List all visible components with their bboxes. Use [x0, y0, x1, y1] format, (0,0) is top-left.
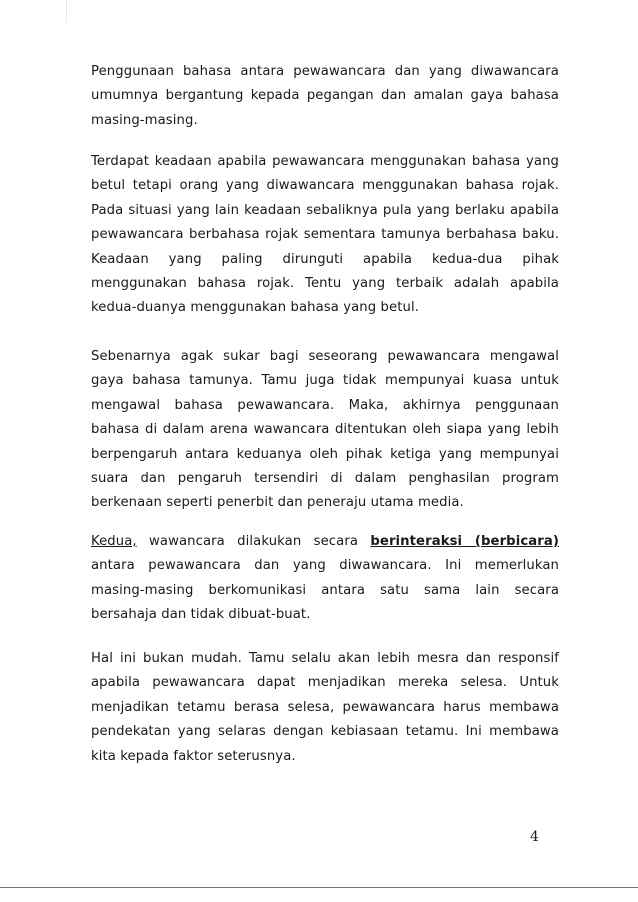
paragraph-4-emphasis: berinteraksi (berbicara) [370, 534, 559, 549]
paragraph-4 [91, 530, 559, 628]
paragraph-1: Penggunaan bahasa antara pewawancara dan yang diwawancara umumnya bergantung kepada pegangan dan amalan gaya bahasa masing-masing. [91, 64, 559, 128]
paragraph-2: Terdapat keadaan apabila pewawancara menggunakan bahasa yang betul tetapi orang yang diwawancara menggunakan bahasa rojak. Pada situasi yang lain keadaan sebaliknya pula yang berlaku apabila pewawancara berbahasa rojak sementara tamunya berbahasa baku. Keadaan yang paling dirunguti apabila kedua-dua pihak menggunakan bahasa rojak. Tentu yang terbaik adalah apabila kedua-duanya menggunakan bahasa yang betul. [91, 154, 559, 316]
paragraph-5: Hal ini bukan mudah. Tamu selalu akan lebih mesra dan responsif apabila pewawancara dapat menjadikan mereka selesa. Untuk menjadikan tetamu berasa selesa, pewawancara harus membawa pendekatan yang selaras dengan kebiasaan tetamu. Ini membawa kita kepada faktor seterusnya. [91, 651, 559, 764]
paragraph-4-text-a: wawancara dilakukan secara [136, 534, 371, 549]
paragraph-3: Sebenarnya agak sukar bagi seseorang pewawancara mengawal gaya bahasa tamunya. Tamu juga tidak mempunyai kuasa untuk mengawal bahasa pewawancara. Maka, akhirnya penggunaan bahasa di dalam arena wawancara ditentukan oleh siapa yang lebih berpengaruh antara keduanya oleh pihak ketiga yang mempunyai suara dan pengaruh tersendiri di dalam penghasilan program berkenaan seperti penerbit dan peneraju utama media. [91, 349, 559, 511]
footer-rule [0, 887, 638, 888]
paragraph-4-lead: Kedua, [91, 534, 137, 549]
scan-margin-mark [66, 0, 67, 22]
paragraph-4-text-b: antara pewawancara dan yang diwawancara. Ini memerlukan masing-masing berkomunikasi antara satu sama lain secara bersahaja dan tidak dibuat-buat. [91, 558, 559, 623]
page-number: 4 [530, 829, 539, 845]
